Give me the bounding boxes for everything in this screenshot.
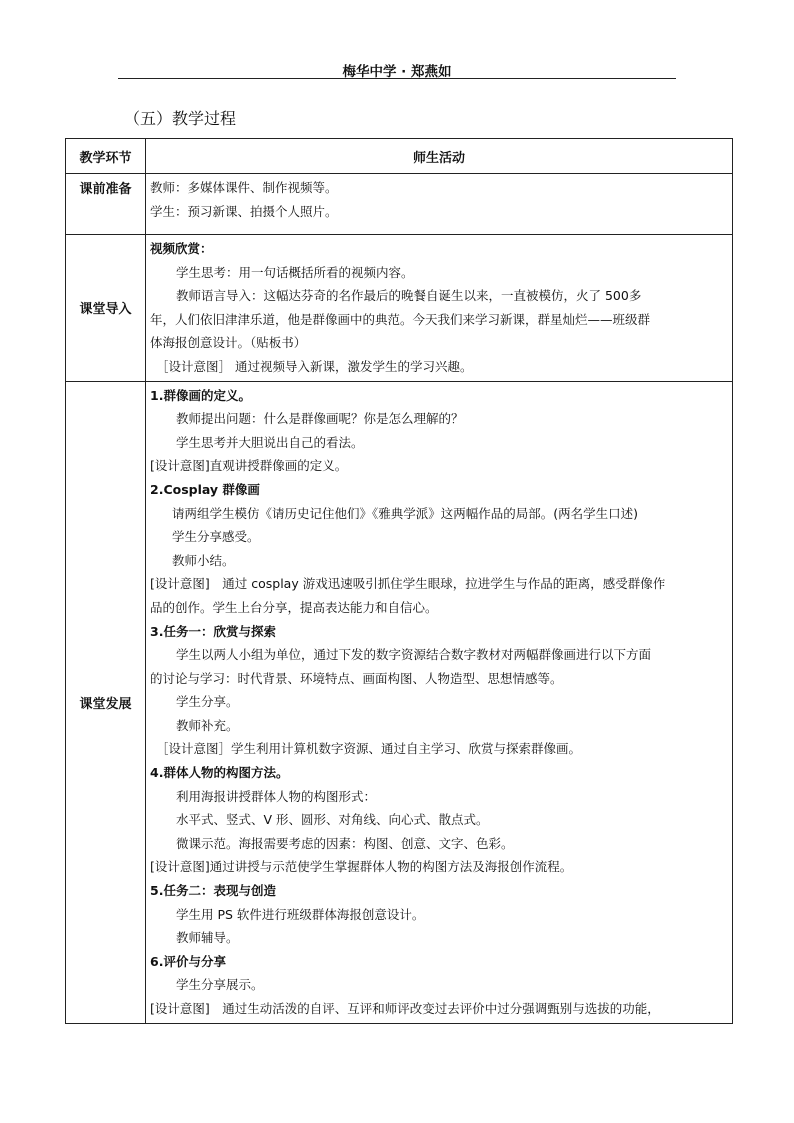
design-intent-line: [设计意图] 通过 cosplay 游戏迅速吸引抓住学生眼球，拉进学生与作品的距离，感受群像作 <box>150 576 666 592</box>
text-line: 教师辅导。 <box>176 930 239 946</box>
text-line: 学生用 PS 软件进行班级群体海报创意设计。 <box>176 906 425 922</box>
subsection-heading: 2.Cosplay 群像画 <box>150 481 260 497</box>
text-line: 教师小结。 <box>172 552 235 568</box>
col-header-activity: 师生活动 <box>146 139 733 174</box>
text-line: 水平式、竖式、V 形、圆形、对角线、向心式、散点式。 <box>176 812 489 828</box>
text-line: 学生思考：用一句话概括所看的视频内容。 <box>176 264 414 280</box>
text-line: 学生分享。 <box>176 694 239 710</box>
text-line: 利用海报讲授群体人物的构图形式： <box>176 788 377 804</box>
stage-cell: 课堂发展 <box>66 381 146 1023</box>
text-line: 学生以两人小组为单位，通过下发的数字资源结合数字教材对两幅群像画进行以下方面 <box>176 647 652 663</box>
text-line: 请两组学生模仿《请历史记住他们》《雅典学派》这两幅作品的局部。(两名学生口述) <box>172 505 639 521</box>
stage-cell: 课堂导入 <box>66 235 146 382</box>
design-intent-line: [设计意图]通过讲授与示范使学生掌握群体人物的构图方法及海报创作流程。 <box>150 859 573 875</box>
design-intent-line: ［设计意图］学生利用计算机数字资源、通过自主学习、欣赏与探索群像画。 <box>156 741 582 757</box>
activity-cell <box>146 174 733 235</box>
text-line: 的讨论与学习：时代背景、环境特点、画面构图、人物造型、思想情感等。 <box>150 670 563 686</box>
section-title: （五）教学过程 <box>124 109 237 128</box>
design-intent-line: [设计意图]直观讲授群像画的定义。 <box>150 458 348 474</box>
text-line: 教师语言导入：这幅达芬奇的名作最后的晚餐自诞生以来，一直被模仿，火了 500多 <box>176 288 642 304</box>
stage-cell: 课前准备 <box>66 174 146 235</box>
text-line: 年，人们依旧津津乐道，他是群像画中的典范。今天我们来学习新课，群星灿烂——班级群 <box>150 311 651 327</box>
subsection-heading: 视频欣赏： <box>150 241 213 256</box>
text-line: 学生思考并大胆说出自己的看法。 <box>176 434 364 450</box>
table-header-row <box>66 139 733 174</box>
text-line: 教师补充。 <box>176 717 239 733</box>
text-line: 微课示范。海报需要考虑的因素：构图、创意、文字、色彩。 <box>176 835 514 851</box>
activity-cell <box>146 235 733 382</box>
subsection-heading: 1.群像画的定义。 <box>150 387 251 403</box>
activity-cell <box>146 381 733 1023</box>
subsection-heading: 4.群体人物的构图方法。 <box>150 765 289 781</box>
teaching-process-table <box>65 138 733 1024</box>
text-line: 学生：预习新课、拍摄个人照片。 <box>150 203 338 219</box>
table-row-preparation <box>66 174 733 235</box>
design-intent-line: ［设计意图］ 通过视频导入新课，激发学生的学习兴趣。 <box>156 358 473 374</box>
subsection-heading: 3.任务一：欣赏与探索 <box>150 623 276 639</box>
design-intent-line: [设计意图] 通过生动活泼的自评、互评和师评改变过去评价中过分强调甄别与选拔的功能， <box>150 1001 660 1016</box>
text-line: 教师提出问题：什么是群像画呢？你是怎么理解的？ <box>176 411 464 427</box>
text-line: 学生分享展示。 <box>176 977 264 993</box>
text-line: 学生分享感受。 <box>172 529 260 545</box>
subsection-heading: 6.评价与分享 <box>150 953 226 969</box>
table-row-development <box>66 381 733 1023</box>
page-header: 梅华中学 · 郑燕如 <box>342 64 452 80</box>
header-rule <box>118 78 676 79</box>
text-line: 品的创作。学生上台分享，提高表达能力和自信心。 <box>150 599 438 615</box>
text-line: 体海报创意设计。（贴板书） <box>150 335 307 351</box>
table-row-introduction <box>66 235 733 382</box>
subsection-heading: 5.任务二：表现与创造 <box>150 883 276 899</box>
text-line: 教师：多媒体课件、制作视频等。 <box>150 180 338 195</box>
col-header-stage: 教学环节 <box>66 139 146 174</box>
